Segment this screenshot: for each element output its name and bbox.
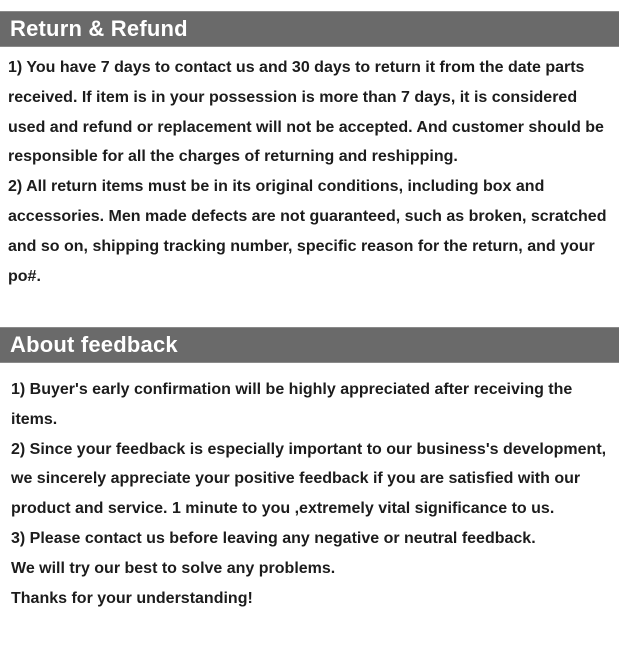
return-policy-paragraph-1: 1) You have 7 days to contact us and 30 days to return it from the date parts received. If item is in your possession is more than 7 days, it is considered used and refund or replacement will not be accepted. And customer should be responsible for all the charges of returning and reshipping. (8, 59, 604, 166)
return-refund-body (8, 53, 613, 291)
feedback-paragraph-3: 3) Please contact us before leaving any negative or neutral feedback. (11, 529, 536, 547)
return-policy-paragraph-2: 2) All return items must be in its original conditions, including box and accessories. Men made defects are not guaranteed, such as broken, scratched and so on, shipping tracking number, specific reason for the return, and your po#. (8, 178, 607, 285)
feedback-paragraph-1: 1) Buyer's early confirmation will be highly appreciated after receiving the items. (11, 381, 573, 428)
feedback-title: About feedback (10, 332, 178, 357)
feedback-paragraph-2: 2) Since your feedback is especially important to our business's development, we sincerely appreciate your positive feedback if you are satisfied with our product and service. 1 minute to you ,extremely vital significance to us. (11, 440, 607, 518)
feedback-paragraph-4: We will try our best to solve any problems. (11, 559, 336, 577)
return-refund-title: Return & Refund (10, 16, 188, 41)
feedback-paragraph-5: Thanks for your understanding! (11, 589, 253, 607)
feedback-body (11, 375, 611, 613)
return-refund-header (0, 11, 619, 47)
feedback-header (0, 327, 619, 363)
